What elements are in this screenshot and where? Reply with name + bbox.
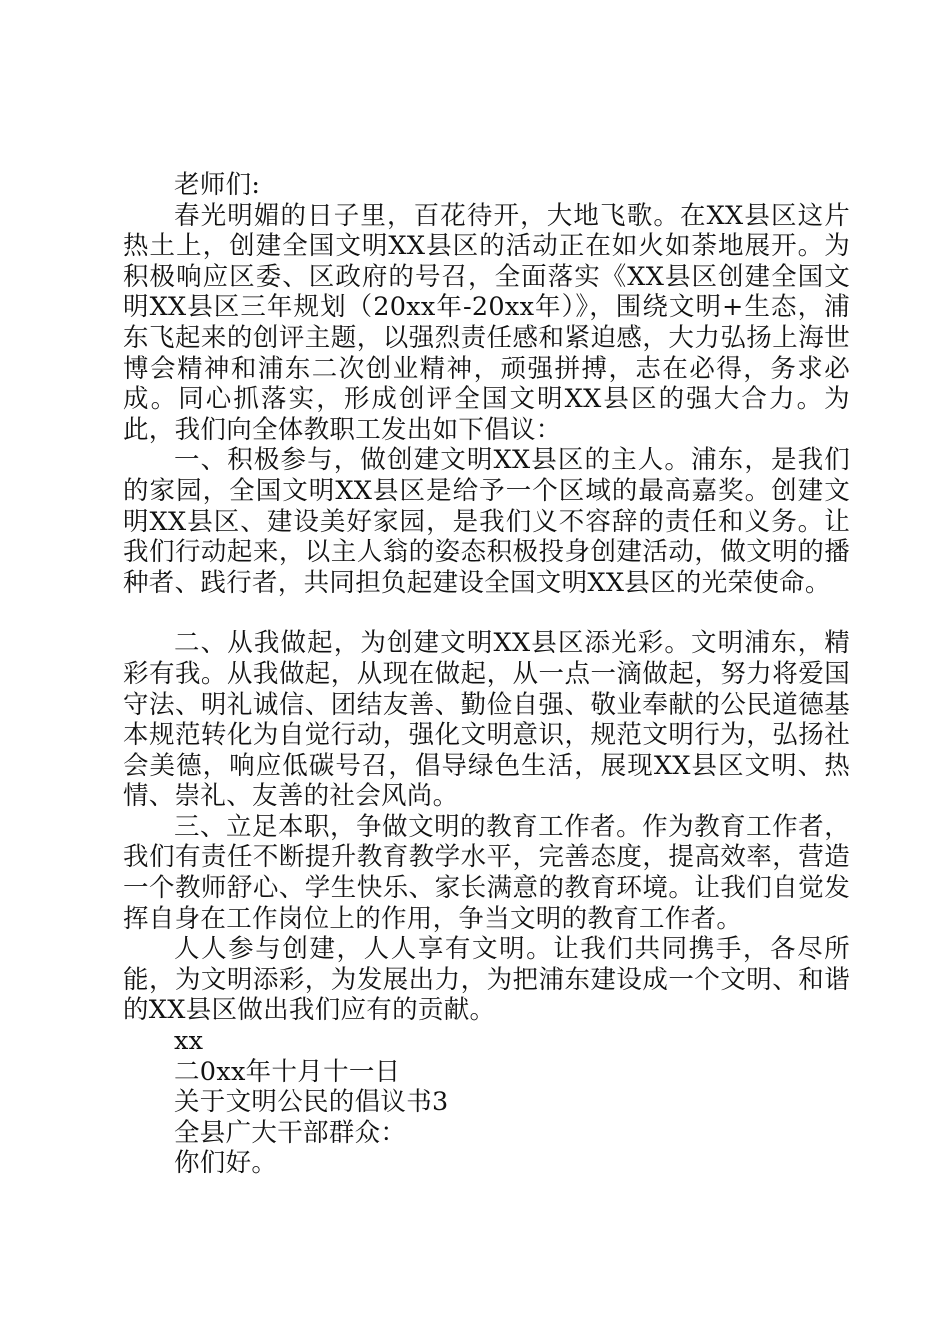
proposal-paragraph-3: 三、立足本职，争做文明的教育工作者。作为教育工作者，我们有责任不断提升教育教学水平，完善态度，提高效率，营造一个教师舒心、学生快乐、家长满意的教育环境。让我们自觉发挥自身在工作岗位上的作用，争当文明的教育工作者。 — [123, 811, 850, 934]
document-body — [123, 170, 850, 1179]
proposal-paragraph-2: 二、从我做起，为创建文明XX县区添光彩。文明浦东，精彩有我。从我做起，从现在做起，从一点一滴做起，努力将爱国守法、明礼诚信、团结友善、勤俭自强、敬业奉献的公民道德基本规范转化为自觉行动，强化文明意识，规范文明行为，弘扬社会美德，响应低碳号召，倡导绿色生活，展现XX县区文明、热情、崇礼、友善的社会风尚。 — [123, 628, 850, 812]
next-salutation: 全县广大干部群众： — [174, 1117, 407, 1148]
intro-paragraph: 春光明媚的日子里，百花待开，大地飞歌。在XX县区这片热土上，创建全国文明XX县区的活动正在如火如荼地展开。为积极响应区委、区政府的号召，全面落实《XX县区创建全国文明XX县区三年规划（20xx年-20xx年）》，围绕文明+生态，浦东飞起来的创评主题，以强烈责任感和紧迫感，大力弘扬上海世博会精神和浦东二次创业精神，顽强拼搏，志在必得，务求必成。同心抓落实，形成创评全国文明XX县区的强大合力。为此，我们向全体教职工发出如下倡议： — [123, 200, 850, 445]
next-document-title: 关于文明公民的倡议书3 — [174, 1087, 449, 1118]
salutation: 老师们: — [174, 170, 261, 200]
closing-paragraph: 人人参与创建，人人享有文明。让我们共同携手，各尽所能，为文明添彩，为发展出力，为把浦东建设成一个文明、和谐的XX县区做出我们应有的贡献。 — [123, 934, 850, 1026]
next-greeting: 你们好。 — [174, 1148, 278, 1179]
proposal-paragraph-1: 一、积极参与，做创建文明XX县区的主人。浦东，是我们的家园，全国文明XX县区是给予一个区域的最高嘉奖。创建文明XX县区、建设美好家园，是我们义不容辞的责任和义务。让我们行动起来，以主人翁的姿态积极投身创建活动，做文明的播种者、践行者，共同担负起建设全国文明XX县区的光荣使命。 — [123, 445, 850, 598]
paragraph-gap — [123, 598, 850, 628]
date-line: 二0xx年十月十一日 — [174, 1056, 401, 1087]
signature: xx — [174, 1026, 204, 1057]
